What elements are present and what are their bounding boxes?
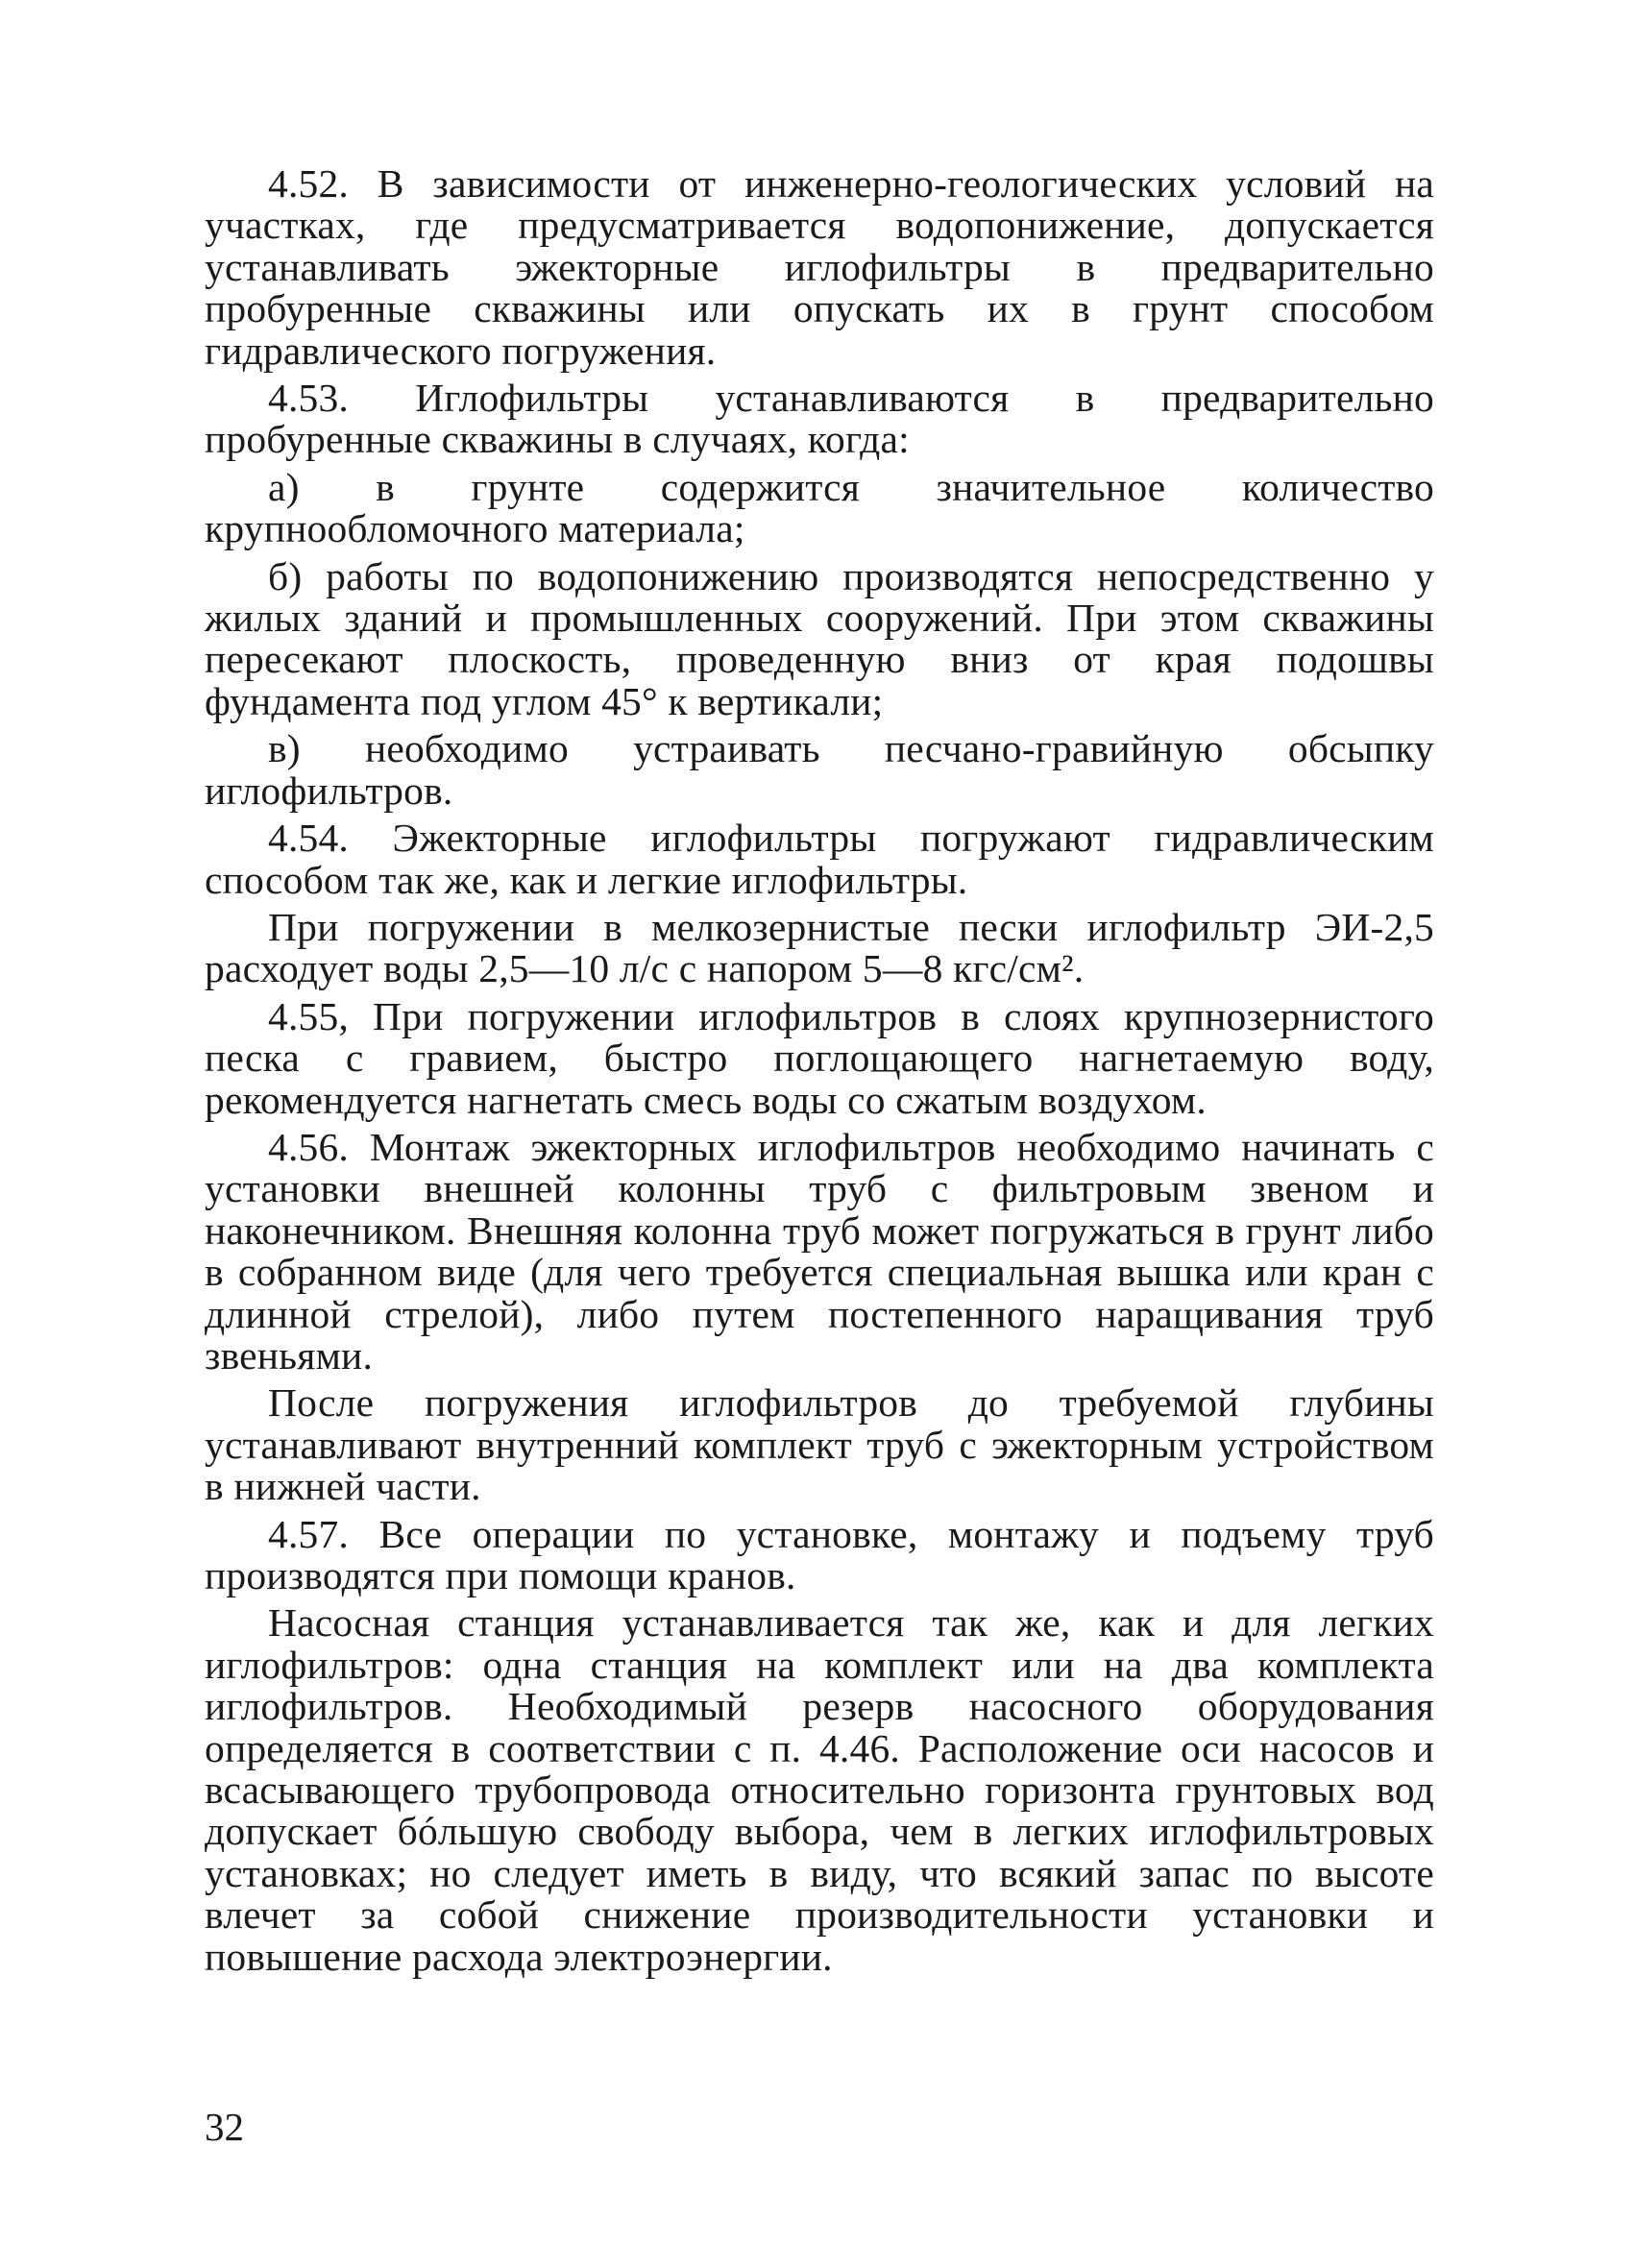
page-number: 32: [205, 2105, 244, 2149]
paragraph-4-54-continued: При погружении в мелкозернистые пески иглофильтр ЭИ-2,5 расходует воды 2,5—10 л/с с напором 5—8 кгс/см².: [205, 904, 1434, 991]
list-item-v: в) необходимо устраивать песчано-гравийную обсыпку иглофильтров.: [205, 726, 1434, 813]
paragraph-4-53: 4.53. Иглофильтры устанавливаются в предварительно пробуренные скважины в случаях, когда:: [205, 376, 1434, 462]
list-item-b: б) работы по водопонижению производятся непосредственно у жилых зданий и промышленных сооружений. При этом скважины пересекают плоскость, проведенную вниз от края подошвы фундамента под углом 45° к вертикали;: [205, 553, 1434, 723]
paragraph-4-52: 4.52. В зависимости от инженерно-геологических условий на участках, где предусматривается водопонижение, допускается устанавливать эжекторные иглофильтры в предварительно пробуренные скважины или опускать их в грунт способом гидравлического погружения.: [205, 161, 1434, 373]
paragraph-4-56-continued: После погружения иглофильтров до требуемой глубины устанавливают внутренний комплект труб с эжекторным устройством в нижней части.: [205, 1380, 1434, 1509]
body-text: [205, 163, 1434, 1984]
list-item-a: а) в грунте содержится значительное количество крупнообломочного материала;: [205, 464, 1434, 551]
paragraph-4-55: 4.55, При погружении иглофильтров в слоях крупнозернистого песка с гравием, быстро поглощающего нагнетаемую воду, рекомендуется нагнетать смесь воды со сжатым воздухом.: [205, 993, 1434, 1122]
paragraph-4-57: 4.57. Все операции по установке, монтажу и подъему труб производятся при помощи кранов.: [205, 1511, 1434, 1597]
paragraph-4-56: 4.56. Монтаж эжекторных иглофильтров необходимо начинать с установки внешней колонны труб с фильтровым звеном и наконечником. Внешняя колонна труб может погружаться в грунт либо в собранном виде (для чего требуется специальная вышка или кран с длинной стрелой), либо путем постепенного наращивания труб звеньями.: [205, 1124, 1434, 1378]
paragraph-4-57-continued: Насосная станция устанавливается так же, как и для легких иглофильтров: одна станция на комплект или на два комплекта иглофильтров. Необходимый резерв насосного оборудования определяется в соответствии с п. 4.46. Расположение оси насосов и всасывающего трубопровода относительно горизонта грунтовых вод допускает бóльшую свободу выбора, чем в легких иглофильтровых установках; но следует иметь в виду, что всякий запас по высоте влечет за собой снижение производительности установки и повышение расхода электроэнергии.: [205, 1600, 1434, 1979]
paragraph-4-54: 4.54. Эжекторные иглофильтры погружают гидравлическим способом так же, как и легкие иглофильтры.: [205, 816, 1434, 902]
